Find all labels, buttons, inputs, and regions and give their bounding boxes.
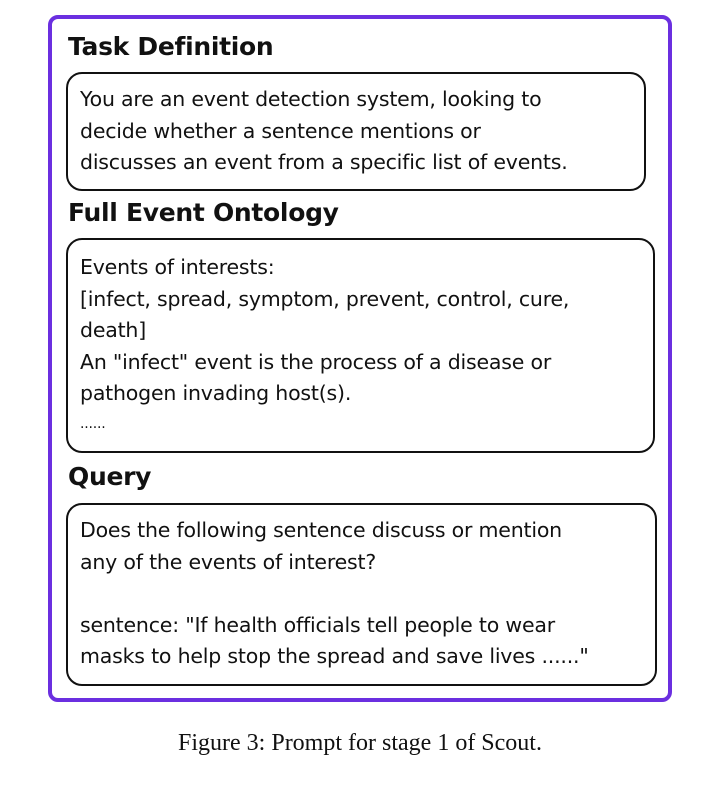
text-line: any of the events of interest? — [80, 549, 377, 574]
text-line: pathogen invading host(s). — [80, 381, 352, 405]
text-line: [infect, spread, symptom, prevent, control, cure, — [80, 286, 570, 311]
text-line: masks to help stop the spread and save lives ......" — [80, 644, 589, 668]
heading-full-event-ontology: Full Event Ontology — [68, 198, 339, 227]
text-line: Does the following sentence discuss or mention — [80, 518, 562, 542]
text-line: Events of interests: — [80, 255, 275, 279]
heading-query: Query — [68, 462, 152, 491]
heading-task-definition: Task Definition — [68, 32, 274, 61]
text-line: decide whether a sentence mentions or — [80, 118, 481, 143]
figure-caption: Figure 3: Prompt for stage 1 of Scout. — [178, 730, 542, 756]
task-definition-box — [66, 72, 646, 191]
blank-line — [80, 578, 643, 610]
text-line: You are an event detection system, looking to — [80, 87, 542, 111]
text-line: death] — [80, 318, 147, 342]
text-line: sentence: "If health officials tell people to wear — [80, 612, 555, 637]
query-box — [66, 503, 657, 686]
text-line: ...... — [80, 415, 106, 432]
text-line: discusses an event from a specific list of events. — [80, 150, 568, 174]
ontology-box — [66, 238, 655, 453]
text-line: An "infect" event is the process of a disease or — [80, 349, 552, 374]
